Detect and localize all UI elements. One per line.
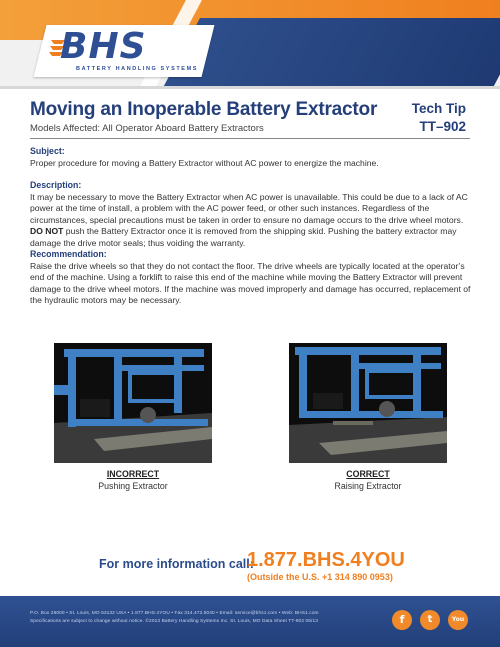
tech-tip-label: Tech Tip [411, 101, 466, 116]
subject-text: Proper procedure for moving a Battery Extractor without AC power to energize the machine. [30, 157, 379, 168]
cta-label: For more information call: [99, 557, 254, 571]
description-heading: Description: [30, 180, 82, 190]
description-warning: DO NOT [30, 226, 64, 237]
header-blue-band [164, 18, 500, 86]
facebook-icon[interactable]: f [392, 610, 412, 630]
photo-correct [289, 343, 447, 463]
caption-correct-title: CORRECT [346, 469, 390, 479]
recommendation-section [30, 249, 472, 307]
extractor-pushing-image [54, 343, 212, 463]
description-paragraph [30, 192, 472, 250]
photo-incorrect [54, 343, 212, 463]
page-title: Moving an Inoperable Battery Extractor [30, 99, 378, 120]
extractor-raising-image [289, 343, 447, 463]
caption-correct-text: Raising Extractor [334, 481, 402, 491]
cta-phone-number[interactable]: 1.877.BHS.4YOU [247, 549, 405, 571]
twitter-icon[interactable]: t [420, 610, 440, 630]
description-text-part1: It may be necessary to move the Battery Extractor when AC power is unavailable. This could be due to a lack of AC power at the time of install, a problem with the AC power feed, or other such instances. Regardless of the circumstances, special precautions must be taken in order to ensure no damage occurs to the drive wheel motors. [30, 191, 468, 225]
header-banner [0, 0, 500, 86]
description-text-part2: push the Battery Extractor once it is removed from the shipping skid. Pushing the battery extractor may damage the drive motor seals; thus voiding the warranty. [30, 226, 457, 248]
logo-wordmark: BHS [60, 26, 147, 67]
footer-contact-line: P.O. Box 28000 • St. Louis, MO 63132 USA • 1.877.BHS.4YOU • Fax 314.473.5040 • Email: service@bhs1.com • Web: BHS1.com [30, 611, 319, 616]
logo-tagline: BATTERY HANDLING SYSTEMS [76, 66, 199, 72]
youtube-icon[interactable]: You [448, 610, 468, 630]
caption-incorrect-text: Pushing Extractor [98, 481, 168, 491]
caption-incorrect-title: INCORRECT [106, 469, 160, 479]
subject-heading: Subject: [30, 146, 65, 156]
recommendation-text: Raise the drive wheels so that they do not contact the floor. The drive wheels are typically located at the operator’s end of the machine. Using a forklift to raise this end of the machine while moving the Battery Extractor will prevent damage to the drive wheel motors. If the machine was moved improperly and damage has occurred, replacement of the hydraulic motors may be necessary. [30, 260, 471, 306]
subject-section [30, 146, 472, 169]
footer-legal-line: Specifications are subject to change without notice. ©2013 Battery Handling Systems Inc. St. Louis, MO Data Sheet TT-902 05/13 [30, 619, 319, 624]
cta-international-number[interactable]: (Outside the U.S. +1 314 890 0953) [247, 572, 393, 582]
header-shadow-bar [0, 86, 500, 89]
recommendation-heading: Recommendation: [30, 249, 107, 259]
tech-tip-number: TT–902 [419, 119, 466, 134]
models-affected: Models Affected: All Operator Aboard Battery Extractors [30, 123, 264, 134]
title-divider [30, 138, 470, 139]
description-section [30, 180, 472, 250]
